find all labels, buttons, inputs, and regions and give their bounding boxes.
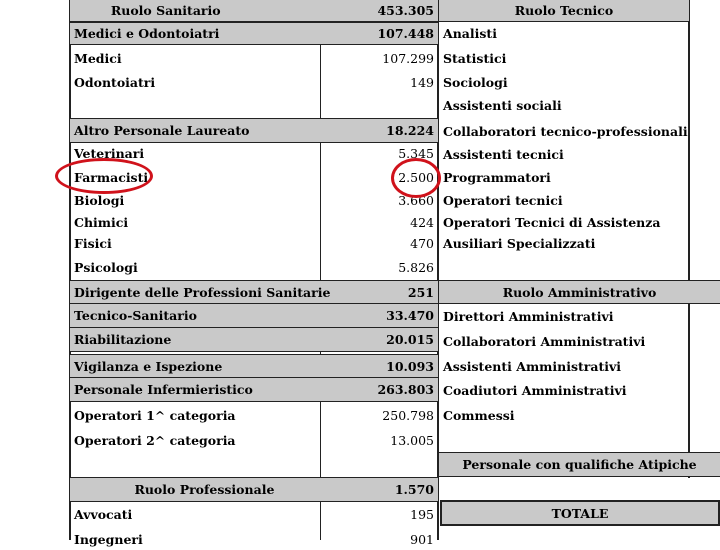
row-statistici	[439, 46, 689, 70]
ruolo-professionale-value: 1.570	[394, 482, 434, 497]
infermieristico-value: 263.803	[377, 382, 434, 397]
medici-value: 107.299	[382, 50, 434, 66]
biologi-label: Biologi	[74, 192, 125, 208]
operatori2-label: Operatori 2^ categoria	[74, 432, 236, 448]
chimici-label: Chimici	[74, 214, 129, 230]
row-commessi	[439, 403, 689, 427]
row-operatori-assistenza	[439, 211, 689, 233]
medici-odontoiatri-label: Medici e Odontoiatri	[74, 26, 220, 41]
assistenti-sociali-label: Assistenti sociali	[443, 97, 562, 113]
row-ausiliari	[439, 232, 689, 254]
operatori-tecnici-label: Operatori tecnici	[443, 192, 563, 208]
row-avvocati	[70, 503, 438, 526]
veterinari-label: Veterinari	[74, 145, 145, 161]
ruolo-professionale-header	[70, 477, 438, 502]
assistenti-tecnici-label: Assistenti tecnici	[443, 146, 564, 162]
row-collaboratori-amm	[439, 329, 689, 353]
odontoiatri-label: Odontoiatri	[74, 74, 156, 90]
ingegneri-value: 901	[410, 531, 434, 547]
collaboratori-tp-label: Collaboratori tecnico-professionali	[443, 123, 688, 139]
vigilanza-value: 10.093	[386, 358, 434, 374]
commessi-label: Commessi	[443, 407, 515, 423]
assistenti-amm-label: Assistenti Amministrativi	[443, 358, 622, 374]
ruolo-tecnico-header	[439, 0, 689, 22]
riabilitazione-header	[70, 328, 438, 352]
row-assistenti-amm	[439, 354, 689, 378]
row-medici	[70, 46, 438, 70]
row-operatori-1	[70, 403, 438, 427]
farmacisti-label: Farmacisti	[74, 169, 149, 185]
chimici-value: 424	[410, 214, 434, 230]
row-chimici	[70, 211, 438, 233]
riabilitazione-label: Riabilitazione	[74, 332, 172, 347]
coadiutori-label: Coadiutori Amministrativi	[443, 382, 627, 398]
ruolo-professionale-label: Ruolo Professionale	[134, 482, 275, 497]
operatori1-label: Operatori 1^ categoria	[74, 407, 236, 423]
altro-personale-label: Altro Personale Laureato	[74, 123, 250, 138]
row-fisici	[70, 232, 438, 254]
farmacisti-highlight-circle	[55, 158, 153, 194]
totale-box	[440, 500, 720, 526]
row-direttori	[439, 304, 689, 328]
row-programmatori	[439, 165, 689, 189]
vigilanza-label: Vigilanza e Ispezione	[74, 358, 223, 374]
row-assistenti-sociali	[439, 94, 689, 116]
operatori-assistenza-label: Operatori Tecnici di Assistenza	[443, 214, 661, 230]
row-ingegneri	[70, 528, 438, 550]
tecnico-sanitario-header	[70, 304, 438, 328]
row-psicologi	[70, 256, 438, 278]
row-operatori-tecnici	[439, 189, 689, 211]
programmatori-label: Programmatori	[443, 169, 551, 185]
avvocati-value: 195	[410, 507, 434, 522]
analisti-label: Analisti	[443, 26, 497, 41]
ingegneri-label: Ingegneri	[74, 531, 143, 547]
altro-personale-header	[70, 118, 438, 143]
atipiche-label: Personale con qualifiche Atipiche	[462, 457, 697, 472]
row-sociologi	[439, 70, 689, 94]
biologi-value: 3.660	[398, 192, 434, 208]
atipiche-header	[439, 452, 720, 477]
altro-personale-value: 18.224	[386, 123, 434, 138]
tecnico-sanitario-value: 33.470	[386, 308, 434, 323]
tecnico-sanitario-label: Tecnico-Sanitario	[74, 308, 197, 323]
ruolo-amministrativo-label: Ruolo Amministrativo	[502, 284, 657, 300]
row-odontoiatri	[70, 70, 438, 94]
dirigente-header	[70, 280, 438, 304]
row-biologi	[70, 189, 438, 211]
statistici-label: Statistici	[443, 50, 507, 66]
medici-odontoiatri-header	[70, 22, 438, 45]
operatori2-value: 13.005	[390, 432, 434, 448]
psicologi-value: 5.826	[398, 259, 434, 275]
row-analisti	[439, 22, 689, 45]
infermieristico-header	[70, 378, 438, 402]
dirigente-label: Dirigente delle Professioni Sanitarie	[74, 284, 331, 300]
psicologi-label: Psicologi	[74, 259, 138, 275]
medici-odontoiatri-value: 107.448	[377, 26, 434, 41]
row-operatori-2	[70, 428, 438, 452]
ruolo-sanitario-header	[70, 0, 438, 22]
row-coadiutori	[439, 378, 689, 402]
ruolo-sanitario-label: Ruolo Sanitario	[110, 3, 221, 18]
ausiliari-label: Ausiliari Specializzati	[443, 235, 596, 251]
row-assistenti-tecnici	[439, 143, 689, 165]
infermieristico-label: Personale Infermieristico	[74, 382, 253, 397]
sociologi-label: Sociologi	[443, 74, 508, 90]
ruolo-sanitario-value: 453.305	[377, 3, 434, 18]
operatori1-value: 250.798	[382, 407, 434, 423]
fisici-value: 470	[410, 235, 434, 251]
value-highlight-circle	[391, 158, 441, 198]
avvocati-label: Avvocati	[74, 507, 133, 522]
direttori-label: Direttori Amministrativi	[443, 308, 614, 324]
veterinari-value: 5.345	[398, 145, 434, 161]
fisici-label: Fisici	[74, 235, 112, 251]
vigilanza-header	[70, 354, 438, 378]
riabilitazione-value: 20.015	[386, 332, 434, 347]
dirigente-value: 251	[407, 284, 434, 300]
ruolo-amministrativo-header	[439, 280, 720, 304]
ruolo-tecnico-label: Ruolo Tecnico	[514, 3, 614, 18]
totale-label: TOTALE	[551, 505, 609, 521]
collaboratori-amm-label: Collaboratori Amministrativi	[443, 333, 646, 349]
medici-label: Medici	[74, 50, 122, 66]
farmacisti-value: 2.500	[398, 169, 434, 185]
odontoiatri-value: 149	[410, 74, 434, 90]
row-collaboratori-tp	[439, 119, 689, 143]
